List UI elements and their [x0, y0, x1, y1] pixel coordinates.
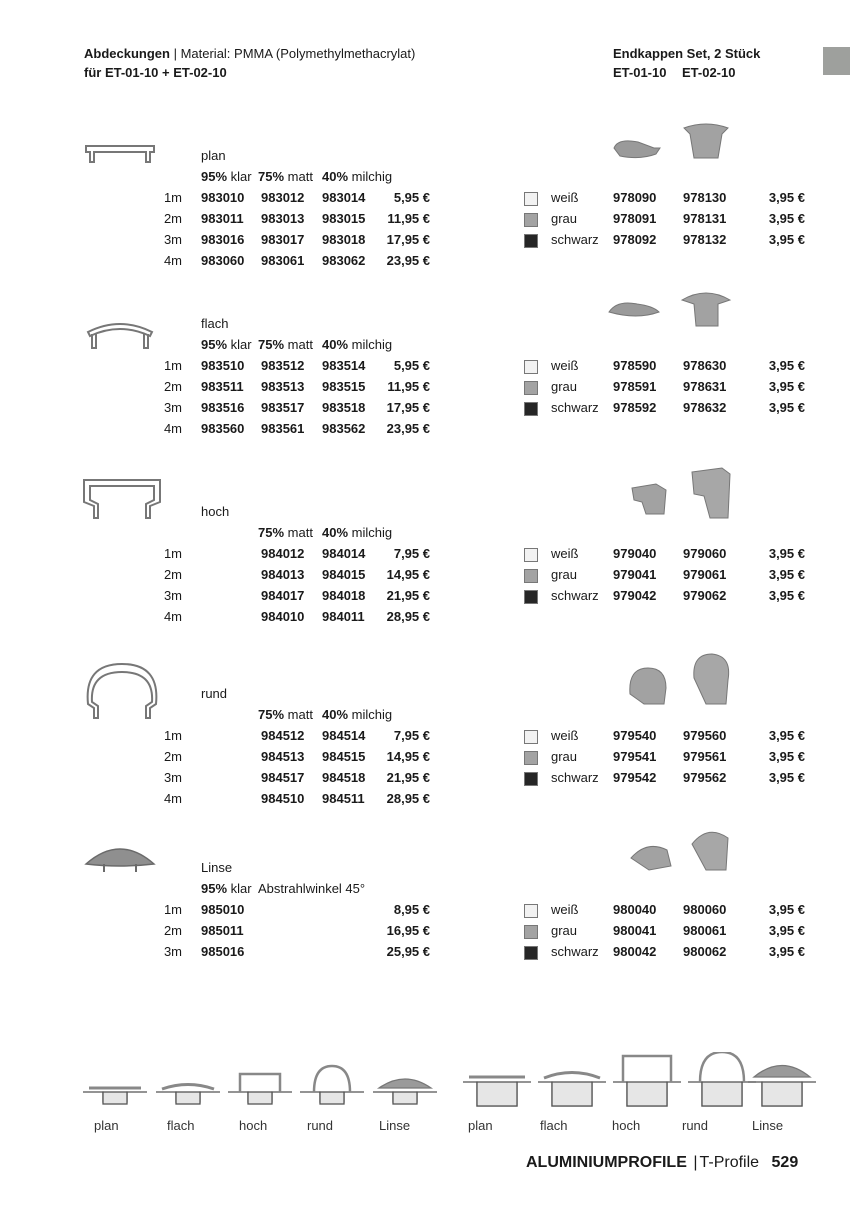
row-length: 2m — [163, 749, 182, 764]
endcap-image-et02 — [686, 652, 736, 711]
endcap-price: 3,95 € — [768, 358, 805, 373]
row-length: 1m — [163, 546, 182, 561]
endcap-article-et02: 980061 — [683, 923, 727, 938]
diagram-label: flach — [540, 1118, 568, 1133]
color-swatch-black — [524, 590, 538, 604]
endcap-color: schwarz — [551, 770, 599, 785]
header-left — [84, 44, 415, 82]
column-head-label: matt — [284, 169, 313, 184]
section-flach — [0, 308, 850, 488]
article-number-milchig: 984511 — [322, 791, 365, 806]
endcap-article-et01: 978090 — [613, 190, 657, 205]
article-number-milchig: 984018 — [322, 588, 366, 603]
row-length: 4m — [163, 421, 182, 436]
row-price: 21,95 € — [386, 588, 430, 603]
endcap-price: 3,95 € — [768, 728, 805, 743]
row-price: 17,95 € — [386, 400, 430, 415]
endcap-price: 3,95 € — [768, 232, 805, 247]
row-price: 21,95 € — [386, 770, 430, 785]
endcap-row — [0, 379, 850, 400]
article-number-matt: 983512 — [261, 358, 305, 373]
article-number-klar: 983516 — [201, 400, 245, 415]
endcap-article-et02: 980060 — [683, 902, 727, 917]
endcap-price: 3,95 € — [768, 923, 805, 938]
endcap-image-et01 — [626, 480, 672, 523]
article-number-matt: 984512 — [261, 728, 305, 743]
footer-brand: ALUMINIUMPROFILE — [526, 1154, 687, 1171]
endcap-image-et02 — [678, 122, 734, 165]
endcap-article-et01: 978591 — [613, 379, 657, 394]
article-number-milchig: 983515 — [322, 379, 366, 394]
endcap-price: 3,95 € — [768, 588, 805, 603]
article-number-milchig: 984015 — [322, 567, 366, 582]
endcap-price: 3,95 € — [768, 770, 805, 785]
column-head — [322, 169, 392, 184]
color-swatch-grey — [524, 213, 538, 227]
endcap-article-et01: 979540 — [613, 728, 657, 743]
row-price: 11,95 € — [387, 211, 430, 226]
endcap-color: weiß — [551, 358, 579, 373]
section-name: plan — [201, 148, 226, 163]
row-price: 23,95 € — [386, 421, 430, 436]
endcap-article-et02: 980062 — [683, 944, 727, 959]
color-swatch-black — [524, 234, 538, 248]
profile-flach-icon — [80, 318, 160, 361]
color-swatch-grey — [524, 569, 538, 583]
table-row — [0, 609, 850, 630]
row-price: 23,95 € — [386, 253, 430, 268]
row-price: 8,95 € — [393, 902, 430, 917]
color-swatch-white — [524, 548, 538, 562]
column-head — [322, 525, 392, 540]
endcap-color: grau — [551, 923, 578, 938]
endcap-title: Endkappen Set, 2 Stück — [613, 46, 761, 61]
endcap-article-et02: 978130 — [683, 190, 727, 205]
profile-cross-section-diagrams — [60, 1052, 820, 1122]
page-footer — [526, 1154, 798, 1172]
column-head-label: milchig — [348, 707, 393, 722]
article-number-milchig: 983062 — [322, 253, 366, 268]
row-length: 4m — [163, 253, 182, 268]
column-head — [201, 337, 252, 352]
endcap-row — [0, 232, 850, 253]
endcap-article-et02: 978131 — [683, 211, 727, 226]
endcap-article-et01: 978590 — [613, 358, 657, 373]
column-head-percent: 40% — [322, 337, 349, 352]
header-title: Abdeckungen — [84, 46, 170, 61]
column-head-label: milchig — [348, 337, 393, 352]
endcap-price: 3,95 € — [768, 379, 805, 394]
endcap-image-et01 — [627, 840, 677, 877]
diagram-label: flach — [167, 1118, 195, 1133]
section-name: Linse — [201, 860, 233, 875]
color-swatch-grey — [524, 751, 538, 765]
column-head — [258, 169, 313, 184]
chapter-tab-marker — [823, 47, 850, 75]
footer-separator: | — [693, 1154, 698, 1171]
endcap-image-et01 — [610, 136, 666, 169]
article-number-matt: 984017 — [261, 588, 305, 603]
article-number-milchig: 983518 — [322, 400, 366, 415]
endcap-color: schwarz — [551, 400, 599, 415]
endcap-row — [0, 902, 850, 923]
endcap-row — [0, 923, 850, 944]
row-length: 2m — [163, 379, 182, 394]
endcap-color: grau — [551, 749, 578, 764]
endcap-article-et02: 979060 — [683, 546, 727, 561]
profile-linse-icon — [80, 840, 160, 883]
endcap-article-et01: 978592 — [613, 400, 657, 415]
diagram-label: hoch — [239, 1118, 268, 1133]
endcap-article-et01: 979541 — [613, 749, 657, 764]
footer-subtitle: T-Profile — [699, 1154, 760, 1171]
endcap-image-et02 — [686, 466, 736, 525]
endcap-color: schwarz — [551, 232, 599, 247]
endcap-row — [0, 749, 850, 770]
profile-hoch-icon — [80, 476, 164, 529]
header-material: | Material: PMMA (Polymethylmethacrylat) — [169, 46, 416, 61]
article-number-matt: 983013 — [261, 211, 305, 226]
article-number-klar: 983010 — [201, 190, 245, 205]
endcap-row — [0, 211, 850, 232]
column-head-label: milchig — [348, 169, 393, 184]
column-head-percent: 95% — [201, 337, 228, 352]
column-head-percent: 95% — [201, 881, 228, 896]
article-number-milchig: 984014 — [322, 546, 366, 561]
row-length: 3m — [163, 400, 182, 415]
row-length: 2m — [163, 567, 182, 582]
endcap-col1-head: ET-01-10 — [613, 65, 667, 80]
column-head — [201, 169, 252, 184]
article-number-klar: 985011 — [201, 923, 244, 938]
page-number: 529 — [771, 1154, 799, 1171]
table-row — [0, 421, 850, 442]
color-swatch-black — [524, 772, 538, 786]
column-head-percent: 40% — [322, 525, 349, 540]
article-number-matt: 983061 — [261, 253, 305, 268]
column-head-label: Abstrahlwinkel 45° — [258, 881, 366, 896]
endcap-color: schwarz — [551, 588, 599, 603]
endcap-row — [0, 358, 850, 379]
endcap-image-et02 — [686, 826, 736, 877]
diagram-label: plan — [94, 1118, 119, 1133]
article-number-matt: 984010 — [261, 609, 305, 624]
row-length: 3m — [163, 588, 182, 603]
endcap-article-et02: 979562 — [683, 770, 727, 785]
row-length: 2m — [163, 923, 182, 938]
row-price: 5,95 € — [393, 358, 430, 373]
article-number-matt: 983012 — [261, 190, 305, 205]
row-length: 3m — [163, 770, 182, 785]
endcap-article-et02: 978632 — [683, 400, 727, 415]
article-number-milchig: 983514 — [322, 358, 366, 373]
color-swatch-white — [524, 192, 538, 206]
endcap-price: 3,95 € — [768, 567, 805, 582]
diagram-label: hoch — [612, 1118, 641, 1133]
endcap-color: schwarz — [551, 944, 599, 959]
table-row — [0, 791, 850, 812]
endcap-color: grau — [551, 567, 578, 582]
article-number-klar: 983560 — [201, 421, 245, 436]
row-length: 4m — [163, 609, 182, 624]
column-head-percent: 40% — [322, 707, 349, 722]
column-head-label: milchig — [348, 525, 393, 540]
table-row — [0, 253, 850, 274]
article-number-klar: 985016 — [201, 944, 245, 959]
article-number-matt: 984513 — [261, 749, 305, 764]
column-head-label: matt — [284, 525, 313, 540]
article-number-matt: 983517 — [261, 400, 305, 415]
endcap-row — [0, 770, 850, 791]
article-number-klar: 983011 — [201, 211, 244, 226]
endcap-article-et01: 979040 — [613, 546, 657, 561]
row-price: 7,95 € — [393, 546, 430, 561]
article-number-milchig: 984514 — [322, 728, 366, 743]
article-number-milchig: 983014 — [322, 190, 366, 205]
endcap-price: 3,95 € — [768, 902, 805, 917]
article-number-milchig: 984011 — [322, 609, 365, 624]
endcap-article-et02: 979560 — [683, 728, 727, 743]
endcap-article-et02: 978631 — [683, 379, 727, 394]
column-head — [201, 881, 252, 896]
article-number-matt: 983561 — [261, 421, 305, 436]
row-price: 5,95 € — [393, 190, 430, 205]
endcap-color: grau — [551, 211, 578, 226]
profile-rund-icon — [80, 658, 164, 725]
column-head-percent: 75% — [258, 169, 285, 184]
endcap-color: weiß — [551, 728, 579, 743]
column-head-label: matt — [284, 337, 313, 352]
column-head-label: klar — [227, 881, 252, 896]
column-head — [322, 337, 392, 352]
row-length: 3m — [163, 232, 182, 247]
profile-plan-icon — [80, 140, 160, 183]
endcap-price: 3,95 € — [768, 400, 805, 415]
column-head-percent: 75% — [258, 707, 285, 722]
column-head-percent: 75% — [258, 337, 285, 352]
diagram-label: plan — [468, 1118, 493, 1133]
endcap-article-et01: 980040 — [613, 902, 657, 917]
article-number-matt: 984517 — [261, 770, 305, 785]
article-number-matt: 983017 — [261, 232, 305, 247]
article-number-klar: 983016 — [201, 232, 245, 247]
diagram-label: Linse — [379, 1118, 411, 1133]
color-swatch-white — [524, 730, 538, 744]
column-head-percent: 75% — [258, 525, 285, 540]
row-price: 14,95 € — [386, 749, 430, 764]
color-swatch-black — [524, 402, 538, 416]
header-subtitle: für ET-01-10 + ET-02-10 — [84, 65, 227, 80]
row-price: 16,95 € — [386, 923, 430, 938]
column-head — [258, 881, 365, 896]
article-number-klar: 985010 — [201, 902, 245, 917]
endcap-color: weiß — [551, 190, 579, 205]
row-price: 25,95 € — [386, 944, 430, 959]
section-name: rund — [201, 686, 228, 701]
endcap-article-et01: 979041 — [613, 567, 657, 582]
endcap-article-et02: 978132 — [683, 232, 727, 247]
column-head — [258, 337, 313, 352]
endcap-article-et02: 979061 — [683, 567, 727, 582]
endcap-image-et01 — [607, 298, 663, 331]
color-swatch-black — [524, 946, 538, 960]
endcap-row — [0, 546, 850, 567]
endcap-row — [0, 944, 850, 965]
article-number-matt: 984510 — [261, 791, 305, 806]
endcap-price: 3,95 € — [768, 211, 805, 226]
endcap-color: grau — [551, 379, 578, 394]
endcap-article-et02: 979561 — [683, 749, 727, 764]
endcap-image-et01 — [624, 664, 674, 711]
article-number-matt: 984012 — [261, 546, 305, 561]
endcap-color: weiß — [551, 546, 579, 561]
article-number-klar: 983060 — [201, 253, 245, 268]
endcap-row — [0, 567, 850, 588]
endcap-row — [0, 400, 850, 421]
row-price: 7,95 € — [393, 728, 430, 743]
color-swatch-white — [524, 360, 538, 374]
article-number-klar: 983511 — [201, 379, 244, 394]
column-head — [258, 707, 313, 722]
row-price: 11,95 € — [387, 379, 430, 394]
column-head — [258, 525, 313, 540]
column-head — [322, 707, 392, 722]
endcap-price: 3,95 € — [768, 190, 805, 205]
article-number-milchig: 983562 — [322, 421, 366, 436]
row-length: 3m — [163, 944, 182, 959]
article-number-matt: 983513 — [261, 379, 305, 394]
column-head-percent: 40% — [322, 169, 349, 184]
column-head-label: matt — [284, 707, 313, 722]
diagram-label: Linse — [752, 1118, 784, 1133]
endcap-price: 3,95 € — [768, 749, 805, 764]
row-price: 17,95 € — [386, 232, 430, 247]
column-head-percent: 95% — [201, 169, 228, 184]
endcap-article-et01: 978091 — [613, 211, 657, 226]
endcap-color: weiß — [551, 902, 579, 917]
endcap-row — [0, 728, 850, 749]
row-length: 4m — [163, 791, 182, 806]
row-length: 1m — [163, 190, 182, 205]
row-length: 1m — [163, 728, 182, 743]
row-price: 28,95 € — [386, 609, 430, 624]
row-length: 1m — [163, 902, 182, 917]
column-head-label: klar — [227, 337, 252, 352]
endcap-article-et01: 979542 — [613, 770, 657, 785]
section-name: flach — [201, 316, 229, 331]
header-right — [613, 44, 760, 82]
article-number-milchig: 984518 — [322, 770, 366, 785]
endcap-article-et01: 980041 — [613, 923, 657, 938]
endcap-price: 3,95 € — [768, 546, 805, 561]
article-number-milchig: 984515 — [322, 749, 366, 764]
color-swatch-white — [524, 904, 538, 918]
endcap-article-et01: 980042 — [613, 944, 657, 959]
article-number-matt: 984013 — [261, 567, 305, 582]
color-swatch-grey — [524, 381, 538, 395]
diagram-label: rund — [307, 1118, 334, 1133]
section-name: hoch — [201, 504, 230, 519]
article-number-milchig: 983015 — [322, 211, 366, 226]
row-price: 14,95 € — [386, 567, 430, 582]
endcap-row — [0, 588, 850, 609]
endcap-article-et02: 978630 — [683, 358, 727, 373]
color-swatch-grey — [524, 925, 538, 939]
row-length: 1m — [163, 358, 182, 373]
diagram-label: rund — [682, 1118, 709, 1133]
endcap-row — [0, 190, 850, 211]
endcap-article-et01: 978092 — [613, 232, 657, 247]
row-price: 28,95 € — [386, 791, 430, 806]
endcap-col2-head: ET-02-10 — [682, 65, 736, 80]
column-head-label: klar — [227, 169, 252, 184]
endcap-article-et01: 979042 — [613, 588, 657, 603]
article-number-klar: 983510 — [201, 358, 245, 373]
endcap-price: 3,95 € — [768, 944, 805, 959]
row-length: 2m — [163, 211, 182, 226]
article-number-milchig: 983018 — [322, 232, 366, 247]
endcap-article-et02: 979062 — [683, 588, 727, 603]
endcap-image-et02 — [678, 290, 734, 333]
